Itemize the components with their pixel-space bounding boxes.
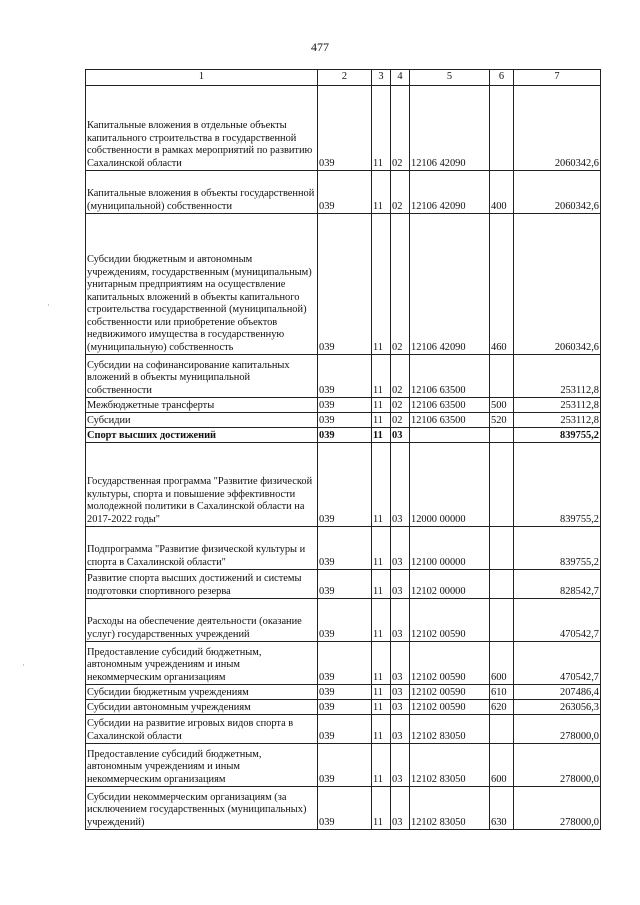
row-section: 11 <box>372 744 391 787</box>
row-section: 11 <box>372 214 391 355</box>
row-expense-type <box>490 86 514 171</box>
row-code: 039 <box>318 398 372 413</box>
row-amount: 2060342,6 <box>514 171 601 214</box>
row-target-code: 12102 83050 <box>410 715 490 744</box>
table-row <box>86 685 601 700</box>
row-target-code: 12106 63500 <box>410 398 490 413</box>
row-name-text: Субсидии на софинансирование капитальных вложений в объекты муниципальной собственности <box>87 359 290 396</box>
table-row <box>86 570 601 599</box>
row-code: 039 <box>318 86 372 171</box>
row-code: 039 <box>318 171 372 214</box>
row-name <box>86 214 318 355</box>
row-amount: 2060342,6 <box>514 214 601 355</box>
row-name-text: Капитальные вложения в объекты государственной (муниципальной) собственности <box>87 188 315 212</box>
row-subsection: 03 <box>391 570 410 599</box>
row-section: 11 <box>372 715 391 744</box>
row-section: 11 <box>372 398 391 413</box>
row-code: 039 <box>318 355 372 398</box>
row-name-text: Спорт высших достижений <box>87 429 217 441</box>
row-target-code: 12102 00590 <box>410 599 490 642</box>
row-code: 039 <box>318 214 372 355</box>
row-subsection: 03 <box>391 428 410 443</box>
row-expense-type: 610 <box>490 685 514 700</box>
table-row <box>86 355 601 398</box>
row-subsection: 03 <box>391 700 410 715</box>
row-name <box>86 428 318 443</box>
table-row <box>86 86 601 171</box>
row-target-code: 12102 83050 <box>410 787 490 830</box>
row-name-text: Капитальные вложения в отдельные объекты капитального строительства в государственной собственности в рамках мероприятий по развитию Сахалинской области <box>87 120 313 169</box>
row-amount: 470542,7 <box>514 642 601 685</box>
row-code: 039 <box>318 428 372 443</box>
row-name <box>86 443 318 527</box>
table-row <box>86 214 601 355</box>
row-amount: 839755,2 <box>514 443 601 527</box>
row-name-text: Межбюджетные трансферты <box>87 399 215 411</box>
row-code: 039 <box>318 599 372 642</box>
row-section: 11 <box>372 700 391 715</box>
row-name <box>86 355 318 398</box>
row-target-code: 12100 00000 <box>410 527 490 570</box>
header-row <box>86 70 601 86</box>
row-amount: 278000,0 <box>514 715 601 744</box>
row-expense-type: 620 <box>490 700 514 715</box>
row-target-code: 12106 63500 <box>410 413 490 428</box>
table-row <box>86 744 601 787</box>
table-row <box>86 428 601 443</box>
margin-dot: · <box>47 300 50 310</box>
header-col-5: 5 <box>410 70 490 86</box>
row-code: 039 <box>318 715 372 744</box>
row-amount: 839755,2 <box>514 527 601 570</box>
row-expense-type: 460 <box>490 214 514 355</box>
table-row <box>86 599 601 642</box>
row-target-code: 12102 00000 <box>410 570 490 599</box>
row-name <box>86 642 318 685</box>
row-code: 039 <box>318 744 372 787</box>
row-name-text: Развитие спорта высших достижений и системы подготовки спортивного резерва <box>87 573 302 597</box>
table-row <box>86 787 601 830</box>
row-name <box>86 398 318 413</box>
row-subsection: 02 <box>391 171 410 214</box>
row-subsection: 02 <box>391 355 410 398</box>
row-section: 11 <box>372 428 391 443</box>
row-code: 039 <box>318 527 372 570</box>
row-name-text: Предоставление субсидий бюджетным, автономным учреждениям и иным некоммерческим организациям <box>87 748 262 785</box>
row-target-code: 12000 00000 <box>410 443 490 527</box>
row-code: 039 <box>318 570 372 599</box>
row-expense-type: 400 <box>490 171 514 214</box>
row-name <box>86 527 318 570</box>
row-section: 11 <box>372 171 391 214</box>
row-target-code: 12102 00590 <box>410 642 490 685</box>
table-row <box>86 443 601 527</box>
row-expense-type: 600 <box>490 642 514 685</box>
row-name <box>86 570 318 599</box>
row-name-text: Субсидии бюджетным учреждениям <box>87 686 249 698</box>
row-expense-type <box>490 570 514 599</box>
row-amount: 207486,4 <box>514 685 601 700</box>
row-amount: 253112,8 <box>514 413 601 428</box>
row-subsection: 02 <box>391 86 410 171</box>
row-amount: 839755,2 <box>514 428 601 443</box>
table-row <box>86 413 601 428</box>
row-target-code: 12102 83050 <box>410 744 490 787</box>
row-section: 11 <box>372 86 391 171</box>
row-expense-type <box>490 443 514 527</box>
row-amount: 278000,0 <box>514 744 601 787</box>
row-code: 039 <box>318 685 372 700</box>
row-name <box>86 685 318 700</box>
row-expense-type: 630 <box>490 787 514 830</box>
table-row <box>86 715 601 744</box>
row-target-code: 12106 42090 <box>410 214 490 355</box>
row-section: 11 <box>372 685 391 700</box>
row-target-code: 12102 00590 <box>410 700 490 715</box>
row-code: 039 <box>318 413 372 428</box>
row-section: 11 <box>372 570 391 599</box>
header-col-6: 6 <box>490 70 514 86</box>
table-row <box>86 398 601 413</box>
row-amount: 253112,8 <box>514 355 601 398</box>
row-amount: 278000,0 <box>514 787 601 830</box>
row-name-text: Подпрограмма "Развитие физической культуры и спорта в Сахалинской области" <box>87 544 306 568</box>
row-section: 11 <box>372 642 391 685</box>
row-target-code: 12102 00590 <box>410 685 490 700</box>
row-subsection: 03 <box>391 787 410 830</box>
row-name <box>86 715 318 744</box>
row-expense-type <box>490 355 514 398</box>
row-code: 039 <box>318 700 372 715</box>
header-col-1: 1 <box>86 70 318 86</box>
row-subsection: 02 <box>391 214 410 355</box>
row-code: 039 <box>318 787 372 830</box>
row-section: 11 <box>372 599 391 642</box>
row-name <box>86 700 318 715</box>
row-amount: 828542,7 <box>514 570 601 599</box>
row-target-code: 12106 63500 <box>410 355 490 398</box>
header-col-7: 7 <box>514 70 601 86</box>
header-col-2: 2 <box>318 70 372 86</box>
row-subsection: 03 <box>391 685 410 700</box>
header-col-4: 4 <box>391 70 410 86</box>
row-subsection: 02 <box>391 398 410 413</box>
row-section: 11 <box>372 527 391 570</box>
row-name <box>86 413 318 428</box>
page-number: 477 <box>311 40 329 54</box>
row-subsection: 02 <box>391 413 410 428</box>
row-section: 11 <box>372 787 391 830</box>
row-expense-type <box>490 527 514 570</box>
row-name <box>86 787 318 830</box>
row-name-text: Субсидии автономным учреждениям <box>87 701 251 713</box>
table-row <box>86 171 601 214</box>
row-subsection: 03 <box>391 443 410 527</box>
table-row <box>86 642 601 685</box>
row-name-text: Субсидии некоммерческим организациям (за исключением государственных (муниципальных) учреждений) <box>87 791 307 828</box>
row-name <box>86 171 318 214</box>
row-expense-type <box>490 599 514 642</box>
row-name-text: Расходы на обеспечение деятельности (оказание услуг) государственных учреждений <box>87 616 302 640</box>
row-expense-type: 500 <box>490 398 514 413</box>
header-col-3: 3 <box>372 70 391 86</box>
row-name <box>86 599 318 642</box>
row-name-text: Субсидии <box>87 414 131 426</box>
row-code: 039 <box>318 642 372 685</box>
row-name-text: Государственная программа "Развитие физической культуры, спорта и повышение эффективности молодежной политики в Сахалинской области на 2017-2022 годы" <box>87 476 313 525</box>
table-header <box>86 70 601 86</box>
row-amount: 2060342,6 <box>514 86 601 171</box>
row-expense-type <box>490 715 514 744</box>
row-target-code: 12106 42090 <box>410 86 490 171</box>
row-expense-type <box>490 428 514 443</box>
row-name-text: Субсидии на развитие игровых видов спорта в Сахалинской области <box>87 718 294 742</box>
row-name-text: Предоставление субсидий бюджетным, автономным учреждениям и иным некоммерческим организациям <box>87 646 262 683</box>
row-expense-type: 600 <box>490 744 514 787</box>
table-body <box>86 86 601 830</box>
row-subsection: 03 <box>391 715 410 744</box>
row-section: 11 <box>372 443 391 527</box>
row-subsection: 03 <box>391 744 410 787</box>
row-amount: 253112,8 <box>514 398 601 413</box>
row-target-code <box>410 428 490 443</box>
row-subsection: 03 <box>391 599 410 642</box>
row-name <box>86 86 318 171</box>
row-subsection: 03 <box>391 642 410 685</box>
margin-dot: · <box>22 660 25 670</box>
row-expense-type: 520 <box>490 413 514 428</box>
row-name <box>86 744 318 787</box>
row-code: 039 <box>318 443 372 527</box>
row-target-code: 12106 42090 <box>410 171 490 214</box>
row-subsection: 03 <box>391 527 410 570</box>
row-amount: 470542,7 <box>514 599 601 642</box>
row-section: 11 <box>372 413 391 428</box>
table-row <box>86 527 601 570</box>
row-section: 11 <box>372 355 391 398</box>
table-row <box>86 700 601 715</box>
row-name-text: Субсидии бюджетным и автономным учреждениям, государственным (муниципальным) унитарным предприятиям на осуществление капитальных вложений в объекты капитального строительства государственной (муниципальной) собственности или приобретение объектов недвижимого имущества в государственную (муниципальную) собственность <box>87 254 312 353</box>
budget-table <box>85 69 601 830</box>
row-amount: 263056,3 <box>514 700 601 715</box>
